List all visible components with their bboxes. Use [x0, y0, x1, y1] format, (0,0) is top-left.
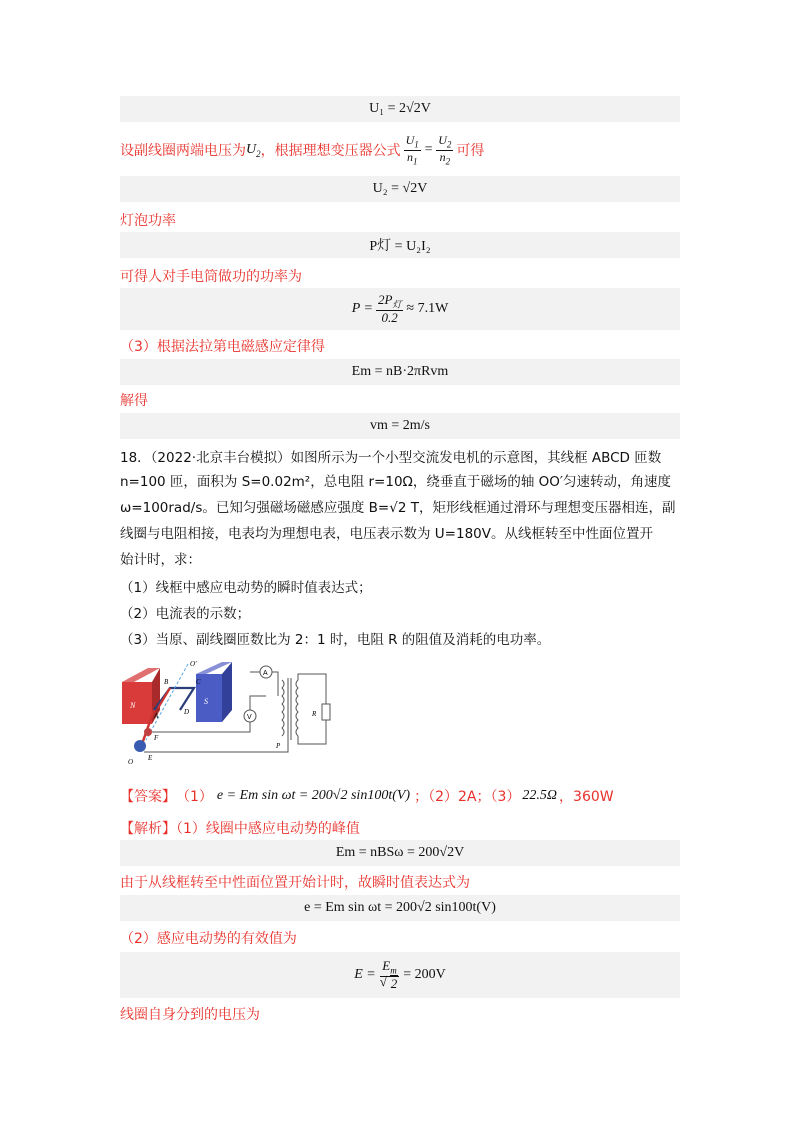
equation-p-lamp	[120, 232, 680, 258]
primary-coil	[282, 680, 284, 736]
equation-inst-text: e = Em sin ωt = 200√2 sin100t(V)	[304, 900, 496, 915]
answer-p2: ；（2）2A；（3）	[414, 789, 521, 805]
label-e: E	[148, 754, 153, 762]
label-voltmeter: V	[247, 714, 252, 721]
question-sub-3: （3）当原、副线圈匝数比为 2：1 时，电阻 R 的阻值及消耗的电功率。	[120, 632, 551, 648]
equation-u1-text: U₁ = 2√2V	[369, 101, 431, 116]
generator-diagram	[118, 660, 338, 770]
label-n: N	[130, 701, 136, 710]
label-ammeter: A	[263, 670, 268, 677]
question-line-4: 线圈与电阻相接，电表均为理想电表，电压表示数为 U=180V。从线框转至中性面位置开	[120, 526, 653, 542]
text-person-power: 可得人对手电筒做功的功率为	[120, 269, 302, 285]
equation-inst	[120, 895, 680, 921]
text-u2-intro-a: 设副线圈两端电压为	[120, 143, 246, 159]
slip-ring	[134, 740, 146, 752]
text-part3: （3）根据法拉第电磁感应定律得	[120, 339, 325, 355]
secondary-coil	[296, 680, 298, 736]
resistor-icon	[322, 704, 330, 720]
label-o: O	[128, 758, 134, 766]
analysis-text1: （1）线圈中感应电动势的峰值	[176, 821, 360, 837]
answer-r-value: 22.5Ω	[522, 788, 558, 803]
answer-expr1: e = Em sin ωt = 200√2 sin100t(V)	[216, 788, 411, 803]
question-line-3: ω=100rad/s。已知匀强磁场磁感应强度 B=√2 T，矩形线框通过滑环与理想变压器相连，副	[120, 500, 676, 516]
question-sub-1: （1）线框中感应电动势的瞬时值表达式；	[120, 580, 372, 596]
question-line-1: 18．（2022·北京丰台模拟）如图所示为一个小型交流发电机的示意图，其线框 ABCD 匝数	[120, 450, 662, 466]
analysis-tag: 【解析】	[120, 821, 176, 837]
text-u2-intro-c: 可得	[456, 143, 485, 159]
equation-p-result: P = $\frac{2P_灯}{0.2}$ ≈ 7.1W	[120, 288, 680, 330]
label-o-prime: O′	[190, 660, 197, 668]
label-f: F	[154, 734, 159, 742]
label-a: A	[154, 712, 159, 720]
analysis-text3: （2）感应电动势的有效值为	[120, 931, 297, 947]
equation-u1	[120, 96, 680, 122]
equation-em-text: Em = nB·2πRvm	[351, 364, 449, 379]
answer-p1: （1）	[176, 789, 213, 805]
question-sub-2: （2）电流表的示数；	[120, 606, 251, 622]
answer-tag: 【答案】	[120, 789, 176, 805]
equation-p-lamp-text: P灯 = U₂I₂	[369, 239, 431, 254]
analysis-text4: 线圈自身分到的电压为	[120, 1007, 260, 1023]
equation-u2	[120, 176, 680, 202]
text-bulb-power: 灯泡功率	[120, 213, 176, 229]
label-d: D	[184, 708, 190, 716]
equation-peak	[120, 840, 680, 866]
label-r: R	[312, 710, 317, 718]
equation-p-result-text: ≈ 7.1W	[406, 301, 449, 316]
equation-vm	[120, 413, 680, 439]
question-line-5: 始计时，求：	[120, 552, 201, 568]
label-p: P	[276, 742, 281, 750]
answer-line	[120, 786, 614, 806]
equation-u2-text: U₂ = √2V	[372, 181, 428, 196]
equation-peak-text: Em = nBSω = 200√2V	[335, 845, 465, 860]
label-s: S	[204, 697, 208, 706]
analysis-text2: 由于从线框转至中性面位置开始计时，故瞬时值表达式为	[120, 875, 470, 891]
equation-vm-text: vm = 2m/s	[369, 418, 430, 433]
answer-p3: ，360W	[559, 789, 614, 805]
magnet-n	[122, 682, 152, 724]
text-solve: 解得	[120, 393, 148, 409]
text-u2-intro-b: ，根据理想变压器公式	[260, 143, 401, 159]
label-b: B	[164, 678, 169, 686]
question-line-2: n=100 匝，面积为 S=0.02m²，总电阻 r=10Ω，绕垂直于磁场的轴 OO′匀速转动，角速度	[120, 474, 671, 490]
equation-eff-text: = 200V	[403, 967, 446, 982]
label-c: C	[196, 678, 201, 686]
equation-eff: E = $E_m$ √ 2 = 200V	[120, 952, 680, 998]
text-u2-intro: 设副线圈两端电压为 $U_2$ ，根据理想变压器公式 $\frac{U_1}{n_1}$ = $\frac{U_2}{n_2}$ 可得	[120, 132, 485, 166]
analysis-line-1	[120, 818, 360, 838]
equation-em	[120, 359, 680, 385]
